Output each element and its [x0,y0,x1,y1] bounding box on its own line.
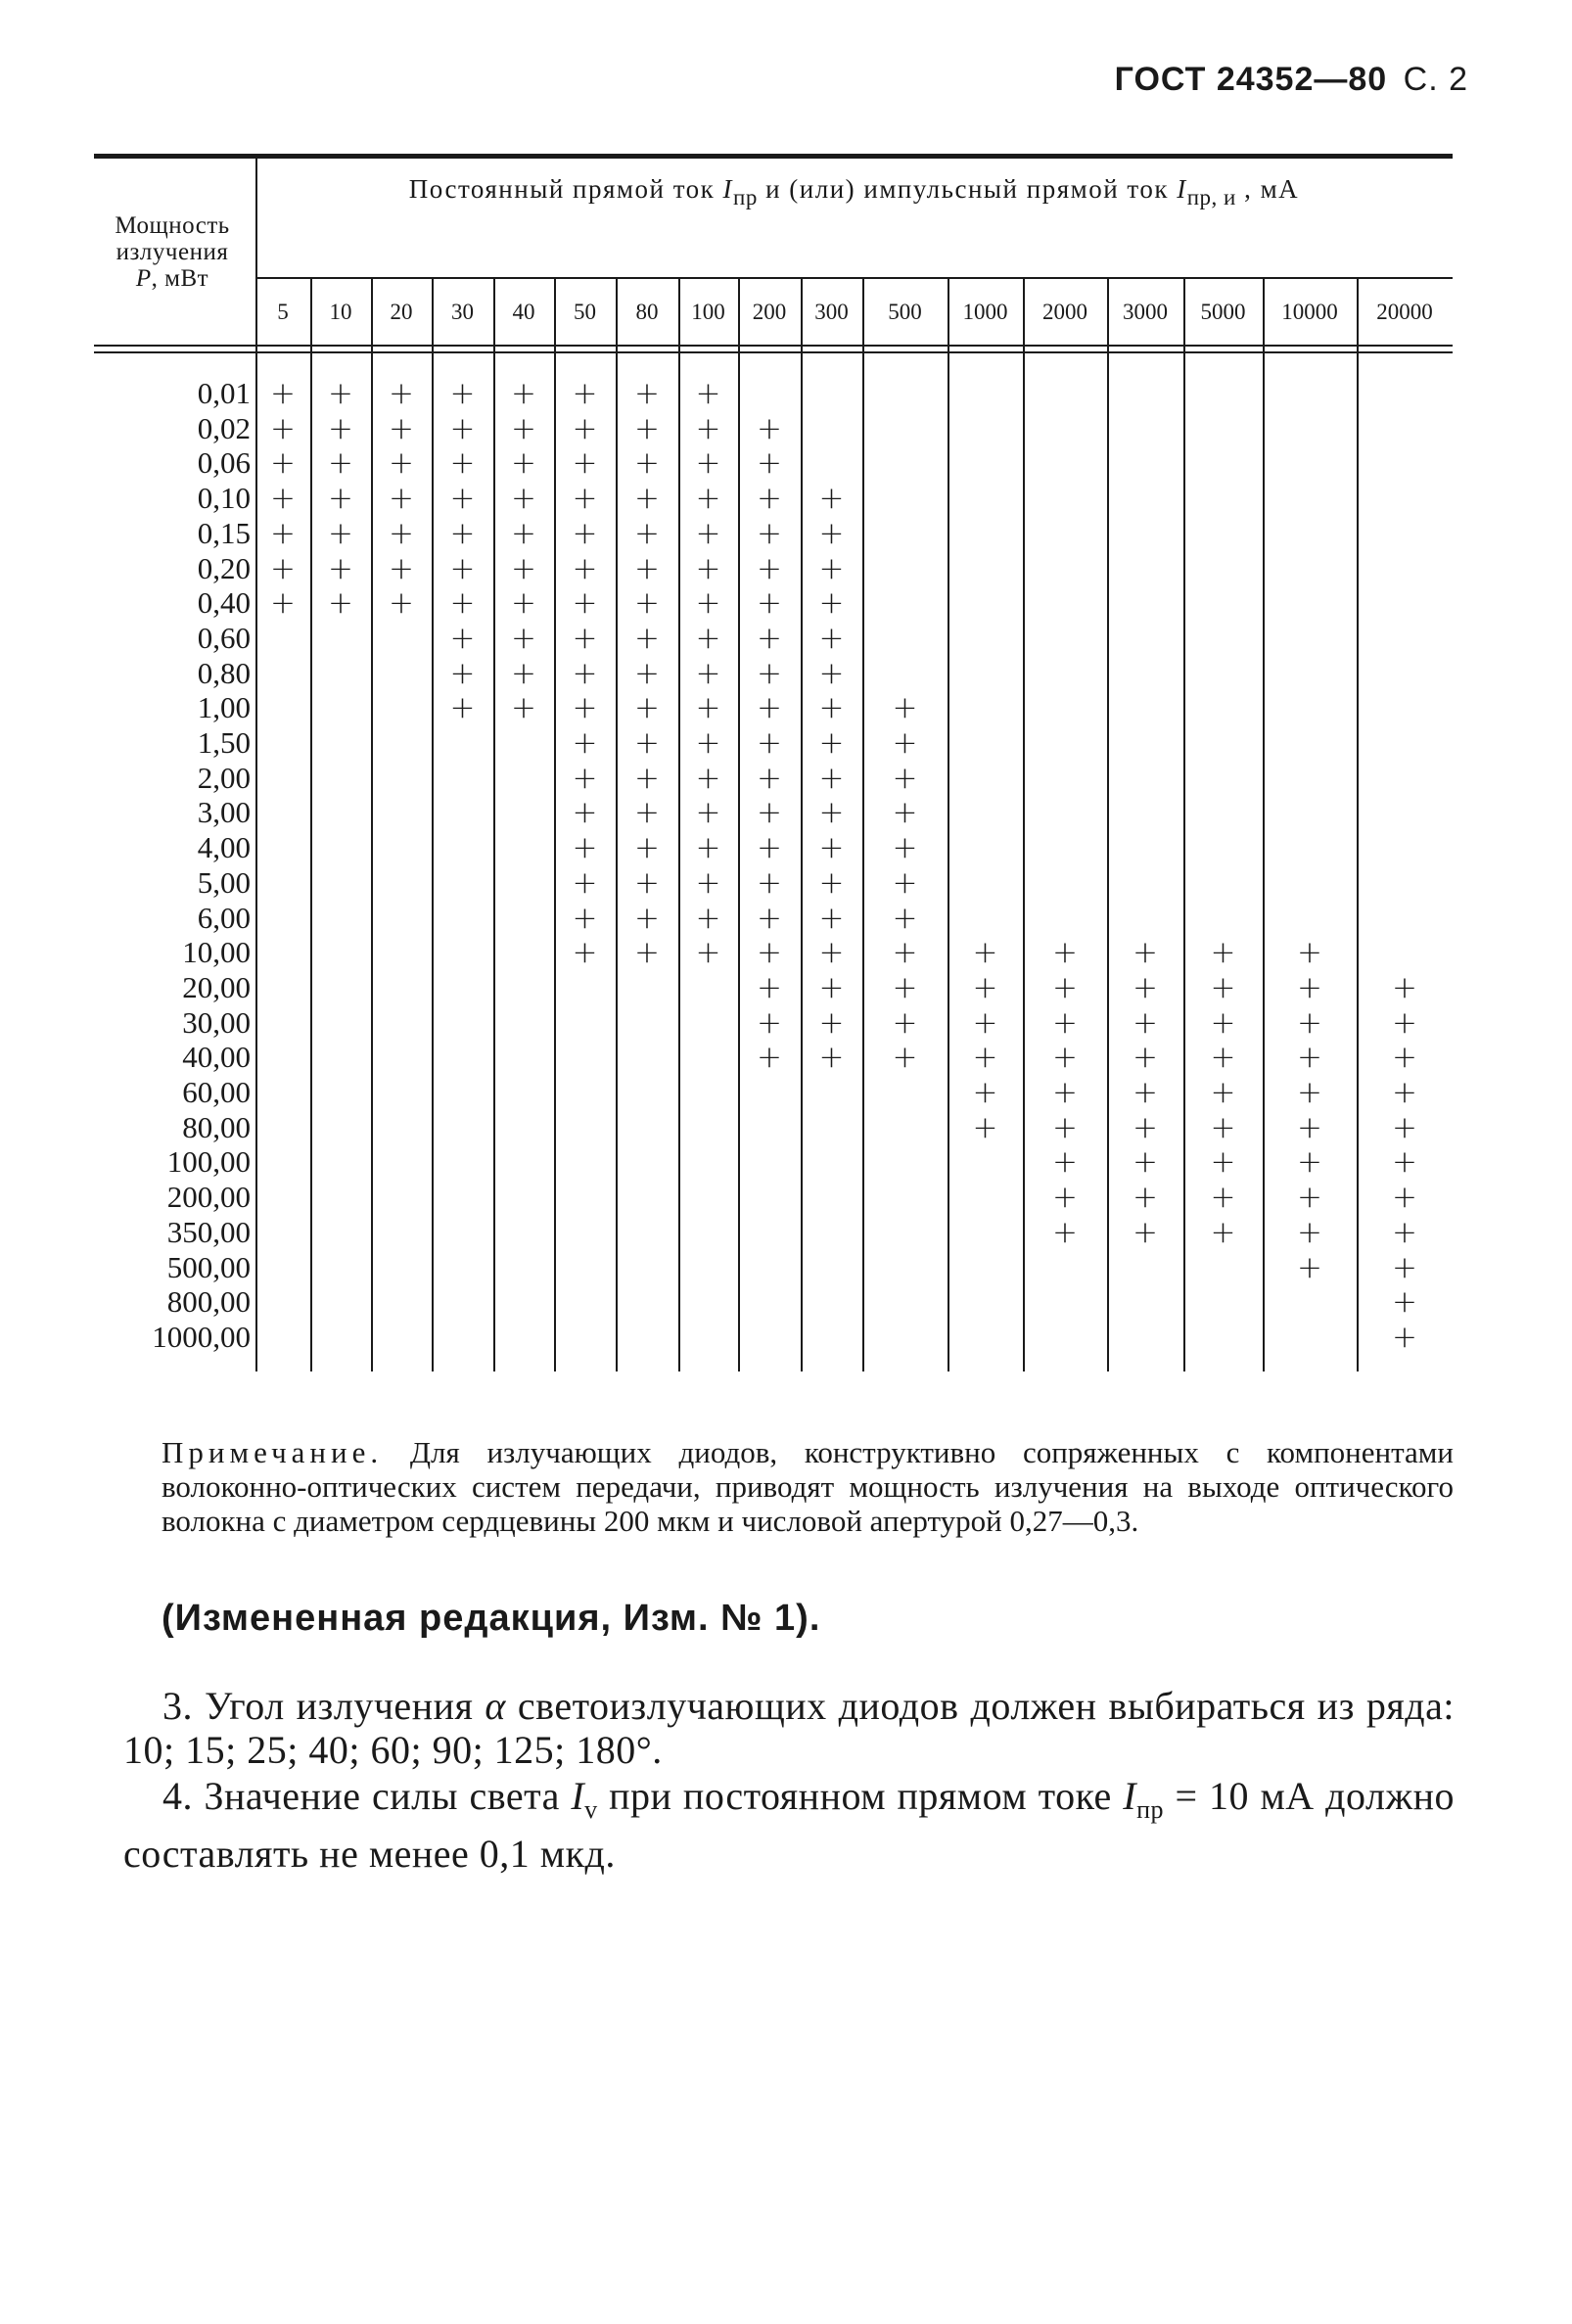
plus-mark: + [1210,1040,1236,1076]
plus-mark: + [818,515,845,551]
plus-mark: + [1392,1214,1417,1250]
plus-mark: + [892,760,918,796]
table-note [162,1435,1454,1538]
plus-mark: + [1133,1144,1158,1181]
plus-mark: + [1210,1144,1236,1181]
plus-mark: + [270,376,296,411]
plus-mark: + [892,1004,918,1041]
plus-mark: + [1052,1144,1078,1181]
column-rule [432,277,434,1371]
changed-edition: (Измененная редакция, Изм. № 1). [162,1598,821,1639]
table-top-rule [94,154,1453,159]
plus-mark: + [1297,1109,1322,1145]
plus-mark: + [818,1004,845,1041]
plus-mark: + [389,445,414,482]
plus-mark: + [449,550,476,586]
plus-mark: + [757,690,782,726]
power-value: 0,02 [197,410,251,445]
plus-mark: + [1133,1109,1158,1145]
plus-mark: + [572,900,598,936]
power-value: 0,60 [197,620,251,655]
plus-mark: + [757,410,782,446]
plus-mark: + [389,376,414,411]
plus-mark: + [389,550,414,586]
item-3: 3. Угол излучения α светоизлучающих диодов должен выбираться из ряда: 10; 15; 25; 40; 60; 90; 125; 180°. [123,1684,1455,1772]
plus-mark: + [511,655,536,691]
plus-mark: + [634,830,660,866]
plus-mark: + [818,550,845,586]
plus-mark: + [270,481,296,517]
plus-mark: + [572,410,598,446]
plus-mark: + [1392,1040,1417,1076]
power-value: 0,15 [197,515,251,550]
plus-mark: + [818,725,845,761]
plus-mark: + [328,481,353,517]
column-rule [1023,277,1025,1371]
power-value: 0,20 [197,550,251,585]
power-value: 30,00 [182,1004,251,1040]
column-rule [1107,277,1109,1371]
power-value: 350,00 [166,1214,251,1249]
plus-mark: + [389,410,414,446]
plus-mark: + [695,445,721,482]
page-header [1115,61,1468,99]
plus-mark: + [1210,935,1236,971]
plus-mark: + [634,935,660,971]
power-value: 1,00 [197,690,251,725]
plus-mark: + [328,550,353,586]
plus-mark: + [757,935,782,971]
plus-mark: + [511,445,536,482]
plus-mark: + [634,410,660,446]
plus-mark: + [572,655,598,691]
plus-mark: + [1392,1319,1417,1355]
plus-mark: + [695,900,721,936]
column-rule [1183,277,1185,1371]
plus-mark: + [818,969,845,1005]
header-rule-lower [94,351,1453,353]
plus-mark: + [757,725,782,761]
power-value: 800,00 [166,1284,251,1320]
power-value: 40,00 [182,1040,251,1075]
stub-head-line3: P, мВт [135,265,209,292]
current-header-30: 30 [451,300,474,324]
plus-mark: + [972,1040,998,1076]
plus-mark: + [572,690,598,726]
plus-mark: + [892,969,918,1005]
current-header-5000: 5000 [1200,300,1246,324]
plus-mark: + [572,725,598,761]
plus-mark: + [511,620,536,656]
note-title: Примечание. [162,1435,384,1469]
current-header-300: 300 [814,300,849,324]
plus-mark: + [328,585,353,622]
stub-head-line1: Мощность [115,212,230,239]
plus-mark: + [695,481,721,517]
page-number: С. 2 [1403,61,1468,98]
plus-mark: + [892,830,918,866]
plus-mark: + [572,445,598,482]
plus-mark: + [818,481,845,517]
plus-mark: + [1210,1004,1236,1041]
plus-mark: + [449,690,476,726]
plus-mark: + [1052,969,1078,1005]
note-text: Для излучающих диодов, конструктивно сопряженных с компонентами волоконно-оптических систем передачи, приводят мощность излучения на выходе оптического волокна с диаметром сердцевины 200 мкм и числовой апертурой 0,27—0,3. [162,1435,1454,1538]
plus-mark: + [695,795,721,831]
plus-mark: + [1392,1180,1417,1216]
current-header-50: 50 [574,300,596,324]
column-rule [1263,277,1265,1371]
plus-mark: + [328,515,353,551]
power-value: 0,10 [197,481,251,516]
plus-mark: + [1133,1214,1158,1250]
current-header-20: 20 [390,300,413,324]
plus-mark: + [818,900,845,936]
plus-mark: + [1297,1004,1322,1041]
plus-mark: + [572,515,598,551]
plus-mark: + [634,655,660,691]
plus-mark: + [328,445,353,482]
power-value: 60,00 [182,1075,251,1109]
plus-mark: + [695,376,721,411]
power-value: 200,00 [166,1180,251,1215]
plus-mark: + [572,760,598,796]
plus-mark: + [1052,1214,1078,1250]
plus-mark: + [1392,1144,1417,1181]
stub-head-line2: излучения [116,239,229,265]
plus-mark: + [892,725,918,761]
power-value: 0,40 [197,585,251,621]
plus-mark: + [892,690,918,726]
plus-mark: + [695,690,721,726]
plus-mark: + [757,550,782,586]
plus-mark: + [757,515,782,551]
plus-mark: + [757,864,782,901]
plus-mark: + [270,585,296,622]
column-rule [738,277,740,1371]
plus-mark: + [818,935,845,971]
plus-mark: + [757,620,782,656]
plus-mark: + [1297,1214,1322,1250]
plus-mark: + [1392,1284,1417,1321]
plus-mark: + [328,376,353,411]
plus-mark: + [1052,1180,1078,1216]
plus-mark: + [892,935,918,971]
span-head-current: Постоянный прямой ток $I_{пр}$ и (или) импульсный прямой ток $I_{пр, и}$ , мА [408,174,1300,209]
plus-mark: + [572,550,598,586]
plus-mark: + [634,445,660,482]
plus-mark: + [892,1040,918,1076]
plus-mark: + [1210,969,1236,1005]
plus-mark: + [1392,1075,1417,1110]
plus-mark: + [695,655,721,691]
plus-mark: + [328,410,353,446]
plus-mark: + [695,935,721,971]
plus-mark: + [511,376,536,411]
power-value: 0,80 [197,655,251,690]
plus-mark: + [634,795,660,831]
plus-mark: + [818,585,845,622]
plus-mark: + [634,620,660,656]
stub-head [94,212,251,292]
plus-mark: + [1052,935,1078,971]
current-header-200: 200 [752,300,787,324]
column-rule [310,277,312,1371]
column-rule [678,277,680,1371]
plus-mark: + [1133,969,1158,1005]
plus-mark: + [757,481,782,517]
plus-mark: + [634,690,660,726]
plus-mark: + [634,515,660,551]
plus-mark: + [757,900,782,936]
plus-mark: + [1133,1040,1158,1076]
plus-mark: + [1297,1040,1322,1076]
plus-mark: + [449,410,476,446]
plus-mark: + [695,864,721,901]
plus-mark: + [449,376,476,411]
plus-mark: + [511,515,536,551]
plus-mark: + [1297,1180,1322,1216]
plus-mark: + [270,550,296,586]
plus-mark: + [757,1004,782,1041]
plus-mark: + [892,795,918,831]
plus-mark: + [449,620,476,656]
current-header-500: 500 [888,300,922,324]
plus-mark: + [634,900,660,936]
power-value: 10,00 [182,935,251,970]
plus-mark: + [449,515,476,551]
plus-mark: + [757,760,782,796]
plus-mark: + [892,864,918,901]
plus-mark: + [757,585,782,622]
plus-mark: + [634,585,660,622]
column-rule [1357,277,1359,1371]
plus-mark: + [1210,1075,1236,1110]
plus-mark: + [972,1109,998,1145]
current-header-10000: 10000 [1281,300,1338,324]
power-value: 6,00 [197,900,251,935]
plus-mark: + [1052,1075,1078,1110]
plus-mark: + [818,830,845,866]
plus-mark: + [634,760,660,796]
plus-mark: + [1297,969,1322,1005]
plus-mark: + [389,515,414,551]
plus-mark: + [634,725,660,761]
plus-mark: + [695,830,721,866]
plus-mark: + [449,481,476,517]
plus-mark: + [818,655,845,691]
column-rule [371,277,373,1371]
plus-mark: + [1133,1004,1158,1041]
power-value: 3,00 [197,795,251,830]
plus-mark: + [389,585,414,622]
plus-mark: + [1052,1109,1078,1145]
power-value: 0,01 [197,376,251,410]
plus-mark: + [1210,1180,1236,1216]
plus-mark: + [572,864,598,901]
plus-mark: + [634,376,660,411]
column-rule [255,159,257,1371]
plus-mark: + [818,864,845,901]
power-value: 5,00 [197,864,251,900]
plus-mark: + [757,795,782,831]
current-header-3000: 3000 [1123,300,1168,324]
plus-mark: + [511,690,536,726]
power-value: 0,06 [197,445,251,481]
plus-mark: + [757,969,782,1005]
power-current-table [94,154,1453,1371]
power-value: 20,00 [182,969,251,1004]
plus-mark: + [270,410,296,446]
current-header-2000: 2000 [1042,300,1087,324]
plus-mark: + [389,481,414,517]
plus-mark: + [1392,1109,1417,1145]
plus-mark: + [511,585,536,622]
plus-mark: + [818,1040,845,1076]
plus-mark: + [1392,969,1417,1005]
plus-mark: + [818,690,845,726]
plus-mark: + [1297,1075,1322,1110]
plus-mark: + [511,481,536,517]
plus-mark: + [1210,1109,1236,1145]
plus-mark: + [572,585,598,622]
plus-mark: + [818,760,845,796]
power-value: 1000,00 [152,1319,251,1354]
item-4: 4. Значение силы света $I_v$ при постоянном прямом токе $I_{пр} = 10$ мА должно составлять не менее 0,1 мкд. [123,1774,1456,1876]
plus-mark: + [972,1075,998,1110]
plus-mark: + [1052,1040,1078,1076]
plus-mark: + [634,481,660,517]
plus-mark: + [972,1004,998,1041]
plus-mark: + [757,445,782,482]
current-header-100: 100 [691,300,725,324]
header-rule-upper [94,345,1453,347]
current-header-10: 10 [329,300,352,324]
current-header-20000: 20000 [1376,300,1433,324]
plus-mark: + [572,481,598,517]
plus-mark: + [818,620,845,656]
plus-mark: + [270,515,296,551]
plus-mark: + [511,410,536,446]
plus-mark: + [1297,935,1322,971]
plus-mark: + [449,445,476,482]
plus-mark: + [572,620,598,656]
plus-mark: + [449,655,476,691]
power-value: 100,00 [166,1144,251,1180]
current-header-1000: 1000 [962,300,1008,324]
power-value: 80,00 [182,1109,251,1144]
plus-mark: + [972,935,998,971]
plus-mark: + [757,655,782,691]
current-header-5: 5 [277,300,289,324]
plus-mark: + [1297,1144,1322,1181]
plus-mark: + [757,830,782,866]
plus-mark: + [972,969,998,1005]
plus-mark: + [1133,1180,1158,1216]
span-head-rule [255,277,1453,279]
current-header-40: 40 [512,300,535,324]
power-value: 500,00 [166,1249,251,1284]
plus-mark: + [1392,1004,1417,1041]
plus-mark: + [572,795,598,831]
column-rule [801,277,803,1371]
plus-mark: + [1133,935,1158,971]
plus-mark: + [572,376,598,411]
plus-mark: + [572,935,598,971]
power-value: 2,00 [197,760,251,795]
plus-mark: + [1133,1075,1158,1110]
plus-mark: + [695,515,721,551]
column-rule [493,277,495,1371]
column-rule [948,277,949,1371]
power-value: 1,50 [197,725,251,760]
plus-mark: + [695,725,721,761]
power-value: 4,00 [197,830,251,865]
standard-number: ГОСТ 24352—80 [1114,61,1388,98]
plus-mark: + [634,550,660,586]
plus-mark: + [511,550,536,586]
column-rule [554,277,556,1371]
column-rule [862,277,864,1371]
plus-mark: + [695,620,721,656]
plus-mark: + [1210,1214,1236,1250]
plus-mark: + [1052,1004,1078,1041]
column-rule [616,277,618,1371]
plus-mark: + [818,795,845,831]
plus-mark: + [695,410,721,446]
plus-mark: + [892,900,918,936]
plus-mark: + [270,445,296,482]
plus-mark: + [695,760,721,796]
plus-mark: + [1392,1249,1417,1285]
plus-mark: + [695,585,721,622]
plus-mark: + [449,585,476,622]
plus-mark: + [1297,1249,1322,1285]
plus-mark: + [757,1040,782,1076]
plus-mark: + [695,550,721,586]
plus-mark: + [634,864,660,901]
plus-mark: + [572,830,598,866]
current-header-80: 80 [635,300,659,324]
